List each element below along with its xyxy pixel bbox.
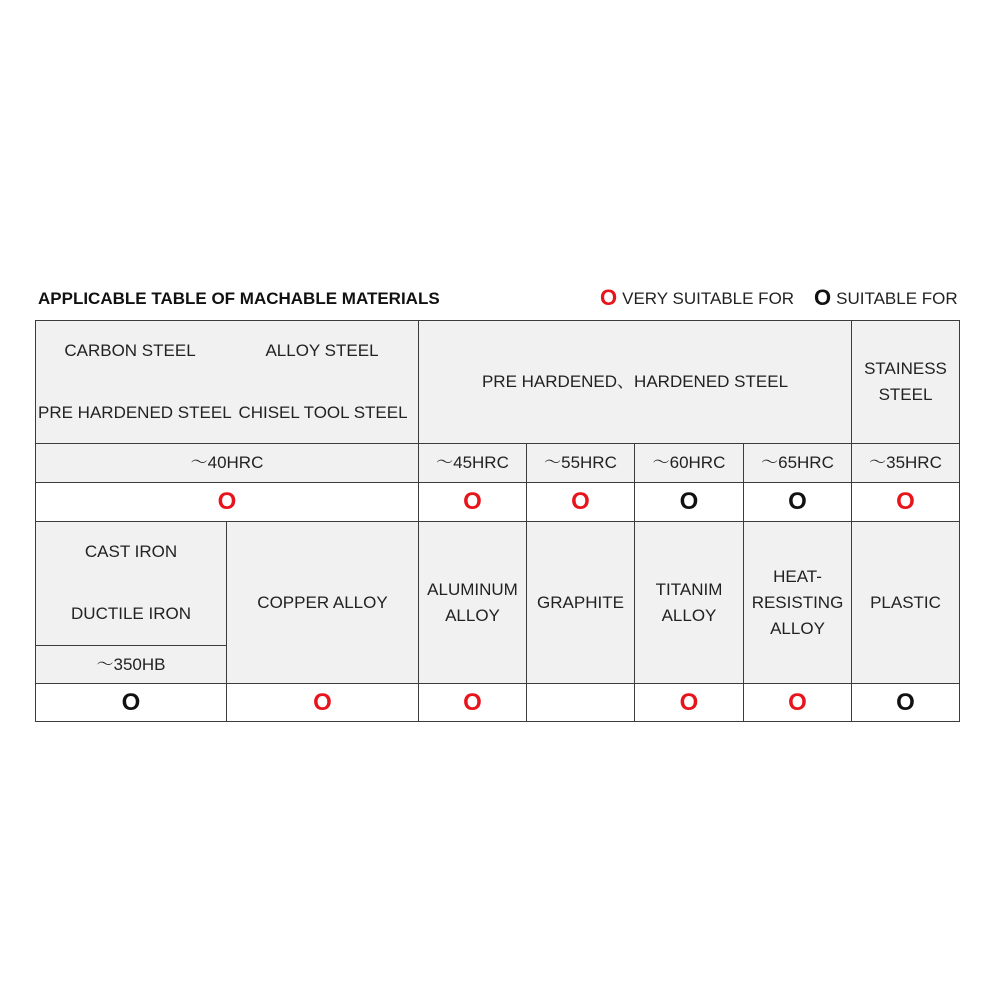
hrc-40-label: ～40HRC bbox=[190, 453, 264, 472]
mark-cell-cast-iron bbox=[35, 683, 227, 722]
steel-group-header bbox=[35, 320, 419, 444]
suitable-mark: O bbox=[679, 488, 699, 515]
legend-suitable bbox=[814, 285, 958, 311]
hrc-60 bbox=[634, 443, 744, 483]
aluminum-alloy-header bbox=[418, 521, 527, 684]
titanim-alloy-label: TITANIM ALLOY bbox=[655, 579, 723, 625]
very-suitable-mark: O bbox=[788, 688, 807, 716]
hrc-35-label: ～35HRC bbox=[869, 453, 942, 472]
copper-alloy-label: COPPER ALLOY bbox=[257, 592, 388, 612]
hardened-steel-label: PRE HARDENED、HARDENED STEEL bbox=[481, 372, 789, 391]
very-suitable-mark: O bbox=[463, 488, 482, 515]
hrc-65-label: ～65HRC bbox=[761, 453, 834, 472]
very-suitable-mark: O bbox=[571, 488, 590, 515]
cast-iron-label: CAST IRON bbox=[84, 542, 178, 561]
copper-alloy-header bbox=[226, 521, 419, 684]
mark-cell-aluminum-alloy bbox=[418, 683, 527, 722]
aluminum-alloy-label: ALUMINUM ALLOY bbox=[427, 579, 518, 625]
mark-cell-35hrc bbox=[851, 482, 960, 522]
hrc-55 bbox=[526, 443, 635, 483]
hrc-60-label: ～60HRC bbox=[652, 453, 726, 472]
carbon-steel-label: CARBON STEEL bbox=[64, 341, 196, 360]
legend-suitable-label: SUITABLE FOR bbox=[836, 289, 958, 308]
mark-cell-55hrc bbox=[526, 482, 635, 522]
hrc-45 bbox=[418, 443, 527, 483]
suitable-mark: O bbox=[121, 688, 141, 716]
mark-cell-heat-resisting-alloy bbox=[743, 683, 852, 722]
plastic-label: PLASTIC bbox=[870, 592, 941, 612]
legend-very-label: VERY SUITABLE FOR bbox=[622, 289, 795, 308]
hrc-65 bbox=[743, 443, 852, 483]
very-suitable-mark: O bbox=[679, 688, 699, 716]
titanim-alloy-header bbox=[634, 521, 744, 684]
hb-350-label: ～350HB bbox=[96, 654, 166, 674]
mark-cell-copper-alloy bbox=[226, 683, 419, 722]
plastic-header bbox=[851, 521, 960, 684]
graphite-label: GRAPHITE bbox=[537, 592, 624, 612]
stainless-steel-label: STAINESS STEEL bbox=[864, 359, 947, 404]
mark-cell-titanim-alloy bbox=[634, 683, 744, 722]
heat-resisting-alloy-header bbox=[743, 521, 852, 684]
hrc-55-label: ～55HRC bbox=[544, 453, 617, 472]
suitable-mark: O bbox=[896, 688, 915, 716]
mark-cell-plastic bbox=[851, 683, 960, 722]
very-suitable-mark: O bbox=[463, 688, 482, 716]
suitable-mark: O bbox=[788, 488, 807, 515]
mark-cell-60hrc bbox=[634, 482, 744, 522]
table-title: APPLICABLE TABLE OF MACHABLE MATERIALS bbox=[38, 289, 440, 308]
hb-350 bbox=[35, 645, 227, 684]
ductile-iron-label: DUCTILE IRON bbox=[71, 604, 191, 623]
hrc-40 bbox=[35, 443, 419, 483]
legend-very-suitable bbox=[600, 285, 794, 311]
hrc-35 bbox=[851, 443, 960, 483]
pre-hardened-steel-label: PRE HARDENED STEEL bbox=[38, 403, 232, 422]
cast-iron-header bbox=[35, 521, 227, 646]
very-suitable-mark: O bbox=[217, 488, 237, 515]
red-o-mark: O bbox=[600, 285, 618, 310]
hrc-45-label: ～45HRC bbox=[436, 453, 509, 472]
black-o-mark: O bbox=[814, 285, 832, 310]
alloy-steel-label: ALLOY STEEL bbox=[265, 341, 379, 360]
mark-cell-45hrc bbox=[418, 482, 527, 522]
graphite-header bbox=[526, 521, 635, 684]
heat-resisting-alloy-label: HEAT- RESISTING ALLOY bbox=[751, 566, 844, 638]
very-suitable-mark: O bbox=[896, 488, 915, 515]
mark-cell-40hrc bbox=[35, 482, 419, 522]
very-suitable-mark: O bbox=[313, 688, 332, 716]
hardened-steel-header bbox=[418, 320, 852, 444]
chisel-tool-steel-label: CHISEL TOOL STEEL bbox=[238, 403, 408, 422]
stainless-steel-header bbox=[851, 320, 960, 444]
mark-cell-graphite bbox=[526, 683, 635, 722]
mark-cell-65hrc bbox=[743, 482, 852, 522]
